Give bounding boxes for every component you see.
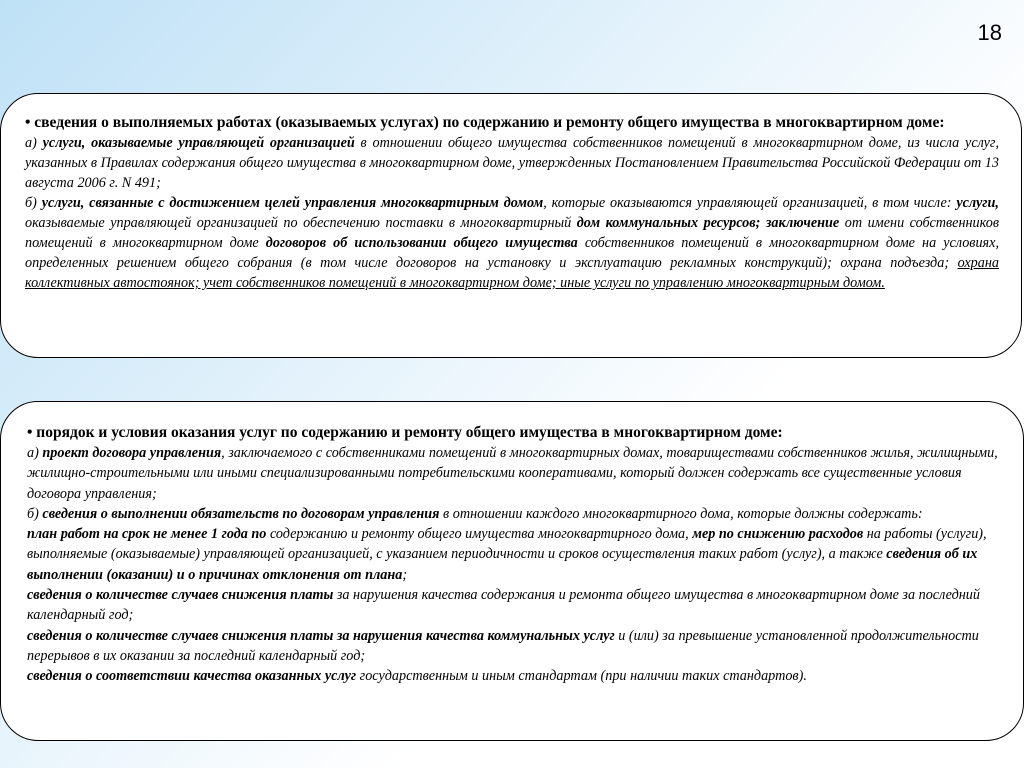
terms-a-bold: проект договора управления — [42, 445, 222, 461]
item-b-bold-3: дом коммунальных ресурсов; заключение — [576, 215, 840, 231]
item-b-text-2: оказываемые управляющей организацией по обеспечению поставки в многоквартирный — [25, 215, 577, 231]
terms-work-plan — [27, 524, 1001, 585]
plan-text-3: ; — [402, 566, 408, 583]
item-a-bold: услуги, оказываемые управляющей организацией — [42, 135, 355, 151]
terms-fee-reductions-maintenance — [27, 585, 1001, 626]
services-info-box — [0, 93, 1022, 358]
compliance-bold: сведения о соответствии качества оказанных услуг — [27, 668, 357, 685]
services-info-heading: • сведения о выполняемых работах (оказываемых услугах) по содержанию и ремонту общего имущества в многоквартирном доме: — [25, 114, 945, 131]
compliance-text: государственным и иным стандартам (при наличии таких стандартов). — [356, 668, 807, 685]
cases1-bold: сведения о количестве случаев снижения платы — [27, 587, 334, 604]
item-a-text: в отношении общего имущества собственников помещений в многоквартирном доме, из числа услуг, указанных в Правилах содержания общего имущества в многоквартирном доме, утвержденных Постановлением Правительства Российской Федерации от 13 августа 2006 г. N 491; — [25, 135, 1000, 191]
plan-text-2: на работы (услуги), выполняемые (оказываемые) управляющей организацией, с указанием периодичности и сроков осуществления таких работ (услуг), а также — [27, 526, 987, 563]
terms-fee-reductions-utilities — [27, 626, 1001, 667]
item-b-text-1: , которые оказываются управляющей организацией, в том числе: — [543, 195, 957, 211]
terms-a-text: , заключаемого с собственниками помещений в многоквартирных домах, товариществами собственников жилья, жилищными, жилищно-строительными или иными специализированными потребительскими кооперативами, который должен содержать все существенные условия договора управления; — [27, 445, 998, 502]
service-terms-heading: • порядок и условия оказания услуг по содержанию и ремонту общего имущества в многоквартирном доме: — [27, 424, 783, 441]
item-b-underlined: охрана коллективных автостоянок; учет собственников помещений в многоквартирном доме; иные услуги по управлению многоквартирным домом. — [25, 255, 999, 291]
item-b-text-3: от имени собственников помещений в многоквартирном доме — [25, 215, 1000, 251]
item-b-prefix: б) — [25, 195, 42, 211]
plan-text-1: содержанию и ремонту общего имущества многоквартирного дома, — [266, 526, 693, 543]
cases1-text: за нарушения качества содержания и ремонта общего имущества в многоквартирном доме за последний календарный год; — [27, 587, 980, 624]
plan-bold-2: мер по снижению расходов — [692, 526, 864, 543]
services-item-b — [25, 193, 999, 293]
terms-item-a — [27, 443, 1001, 504]
cases2-bold: сведения о количестве случаев снижения платы за нарушения качества коммунальных услуг — [27, 627, 615, 644]
terms-b-text: в отношении каждого многоквартирного дома, которые должны содержать: — [439, 505, 923, 522]
terms-b-prefix: б) — [27, 505, 43, 522]
terms-quality-compliance — [27, 666, 1001, 686]
item-b-bold-2: услуги, — [956, 195, 999, 211]
service-terms-box — [0, 401, 1024, 741]
cases2-text: и (или) за превышение установленной продолжительности перерывов в их оказании за последний календарный год; — [27, 627, 979, 664]
page-number: 18 — [977, 20, 1002, 45]
services-item-a — [25, 133, 999, 193]
item-b-text-4: собственников помещений в многоквартирном доме на условиях, определенных решением общего собрания (в том числе договоров на установку и эксплуатацию рекламных конструкций); охрана подъезда; — [25, 235, 999, 271]
plan-bold-3: сведения об их выполнении (оказании) и о причинах отклонения от плана — [27, 546, 978, 583]
item-b-bold-1: услуги, связанные с достижением целей управления многоквартирным домом — [41, 195, 544, 211]
terms-a-prefix: а) — [27, 445, 43, 461]
terms-item-b — [27, 504, 1001, 524]
plan-bold-1: план работ на срок не менее 1 года по — [27, 526, 267, 543]
item-a-prefix: а) — [25, 135, 43, 151]
terms-b-bold: сведения о выполнении обязательств по договорам управления — [42, 505, 440, 522]
item-b-bold-4: договоров об использовании общего имущества — [265, 235, 578, 251]
